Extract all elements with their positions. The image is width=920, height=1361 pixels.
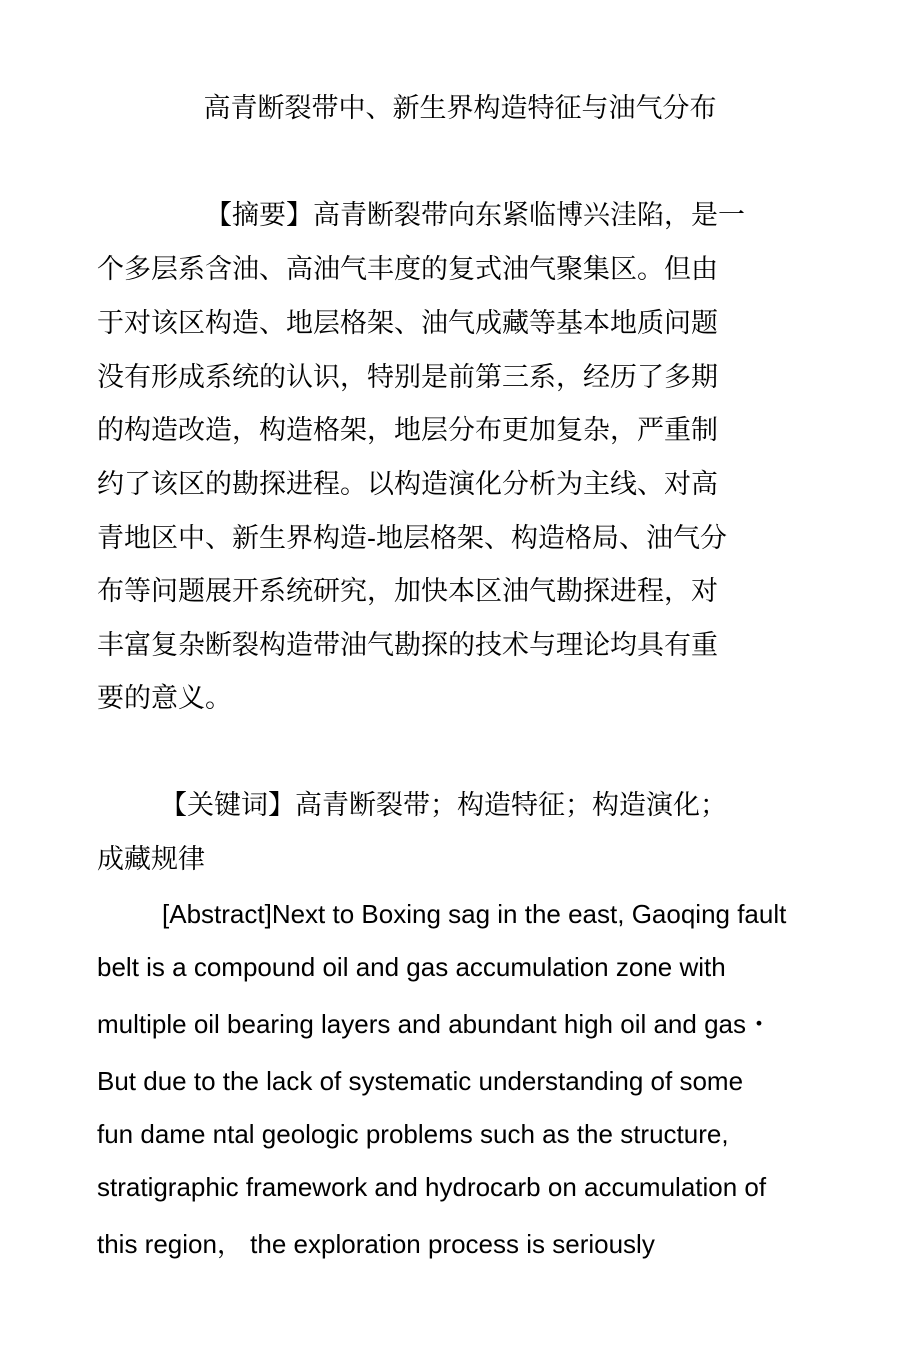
abstract-en-line: stratigraphic framework and hydrocarb on accumulation of [97,1172,767,1202]
document-title: 高青断裂带中、新生界构造特征与油气分布 [203,93,717,123]
abstract-cn-line: 于对该区构造、地层格架、油气成藏等基本地质问题 [97,308,718,338]
abstract-en-line: But due to the lack of systematic understanding of some [97,1066,744,1096]
abstract-en-line: [Abstract]Next to Boxing sag in the east, Gaoqing fault [162,899,787,929]
abstract-cn-line: 青地区中、新生界构造-地层格架、构造格局、油气分 [97,523,727,553]
keywords-line: 【关键词】高青断裂带；构造特征；构造演化； [160,790,727,820]
abstract-en-line: fun dame ntal geologic problems such as the structure, [97,1119,729,1149]
abstract-en-line: multiple oil bearing layers and abundant high oil and gas・ [97,1009,772,1039]
abstract-cn-line: 没有形成系统的认识，特别是前第三系，经历了多期 [97,362,718,392]
abstract-cn-line: 【摘要】高青断裂带向东紧临博兴洼陷，是一 [205,200,745,230]
abstract-en-line: this region， the exploration process is seriously [97,1229,655,1259]
abstract-cn-line: 布等问题展开系统研究，加快本区油气勘探进程，对 [97,576,718,606]
abstract-cn-line: 的构造改造，构造格架，地层分布更加复杂，严重制 [97,415,718,445]
abstract-cn-line: 个多层系含油、高油气丰度的复式油气聚集区。但由 [97,254,718,284]
abstract-cn-line: 要的意义。 [97,683,232,713]
abstract-cn-line: 约了该区的勘探进程。以构造演化分析为主线、对高 [97,469,718,499]
abstract-cn-line: 丰富复杂断裂构造带油气勘探的技术与理论均具有重 [97,630,718,660]
abstract-en-line: belt is a compound oil and gas accumulation zone with [97,952,726,982]
keywords-line: 成藏规律 [97,844,205,874]
